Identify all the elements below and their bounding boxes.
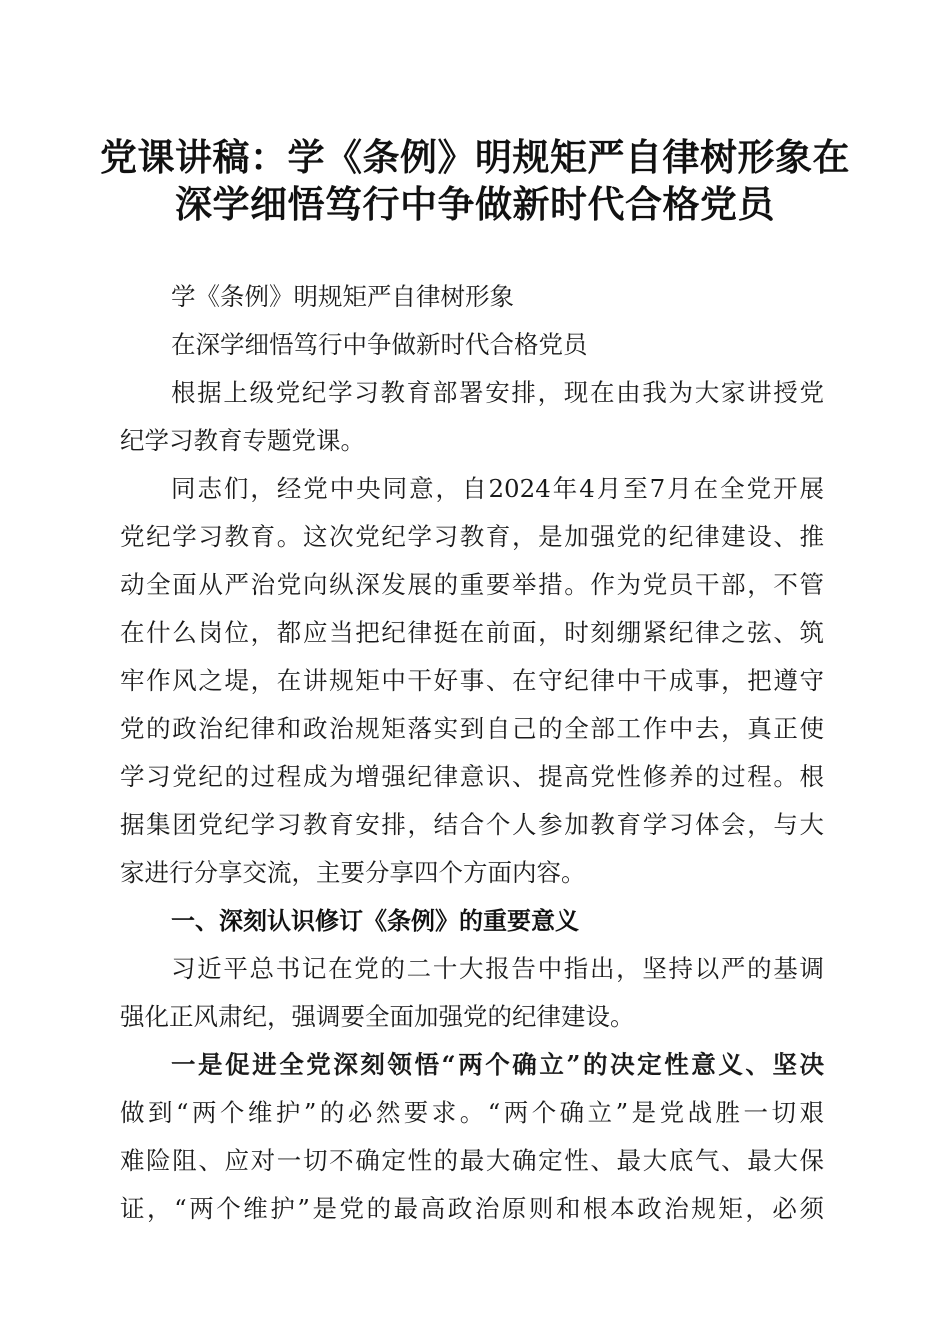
paragraph-line: 纪学习教育专题党课。 bbox=[120, 426, 365, 455]
paragraph-line: 一是促进全党深刻领悟“两个确立”的决定性意义、坚决 bbox=[171, 1050, 824, 1079]
paragraph-line: 难险阻、应对一切不确定性的最大确定性、最大底气、最大保 bbox=[120, 1146, 824, 1175]
document-body bbox=[120, 273, 824, 1233]
section-heading: 一、深刻认识修订《条例》的重要意义 bbox=[171, 907, 579, 935]
document-title-line-2: 深学细悟笃行中争做新时代合格党员 bbox=[175, 183, 775, 226]
paragraph-line: 牢作风之堤，在讲规矩中干好事、在守纪律中干成事，把遵守 bbox=[120, 666, 824, 695]
paragraph-line: 据集团党纪学习教育安排，结合个人参加教育学习体会，与大 bbox=[120, 810, 824, 839]
paragraph-line: 习近平总书记在党的二十大报告中指出，坚持以严的基调 bbox=[171, 954, 824, 983]
subtitle-line-1: 学《条例》明规矩严自律树形象 bbox=[171, 282, 514, 311]
paragraph-line: 党的政治纪律和政治规矩落实到自己的全部工作中去，真正使 bbox=[120, 714, 824, 743]
document-title-line-1: 党课讲稿：学《条例》明规矩严自律树形象在 bbox=[100, 136, 850, 179]
paragraph-line: 同志们，经党中央同意，自2024年4月至7月在全党开展 bbox=[171, 474, 824, 503]
paragraph-line: 证，“两个维护”是党的最高政治原则和根本政治规矩，必须 bbox=[120, 1194, 824, 1223]
paragraph-line: 党纪学习教育。这次党纪学习教育，是加强党的纪律建设、推 bbox=[120, 522, 824, 551]
paragraph-line: 学习党纪的过程成为增强纪律意识、提高党性修养的过程。根 bbox=[120, 762, 824, 791]
paragraph-line: 根据上级党纪学习教育部署安排，现在由我为大家讲授党 bbox=[171, 378, 824, 407]
paragraph-line: 强化正风肃纪，强调要全面加强党的纪律建设。 bbox=[120, 1002, 635, 1031]
paragraph-line: 在什么岗位，都应当把纪律挺在前面，时刻绷紧纪律之弦、筑 bbox=[120, 618, 824, 647]
subtitle-line-2: 在深学细悟笃行中争做新时代合格党员 bbox=[171, 330, 588, 359]
paragraph-line: 动全面从严治党向纵深发展的重要举措。作为党员干部，不管 bbox=[120, 570, 824, 599]
paragraph-line: 家进行分享交流，主要分享四个方面内容。 bbox=[120, 858, 586, 887]
paragraph-line: 做到“两个维护”的必然要求。“两个确立”是党战胜一切艰 bbox=[120, 1098, 824, 1127]
